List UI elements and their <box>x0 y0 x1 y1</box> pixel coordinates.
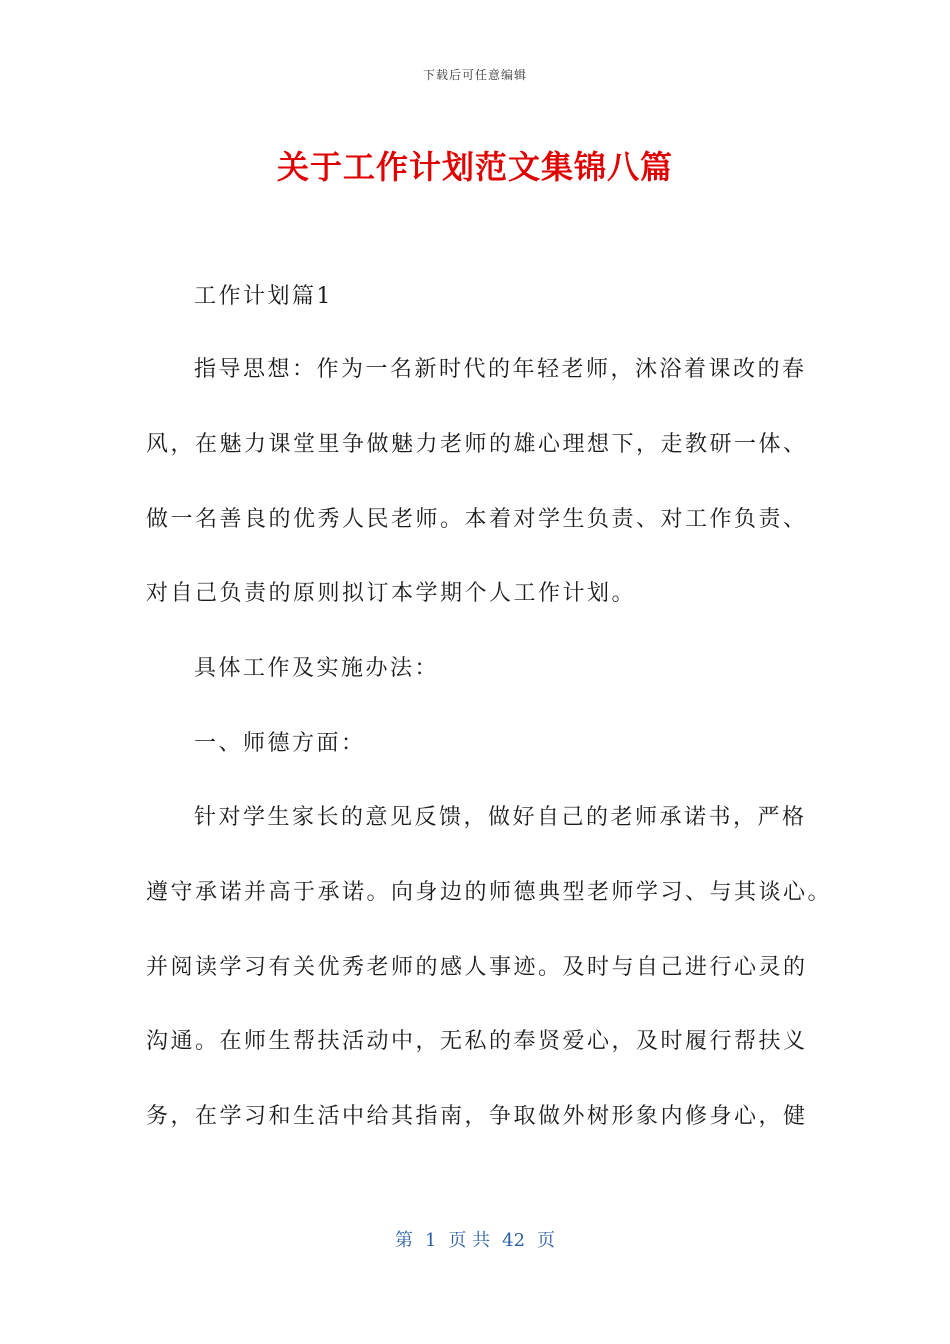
paragraph-line: 并阅读学习有关优秀老师的感人事迹。及时与自己进行心灵的 <box>146 955 808 980</box>
paragraph-line: 做一名善良的优秀人民老师。本着对学生负责、对工作负责、 <box>146 507 808 532</box>
paragraph-line: 指导思想：作为一名新时代的年轻老师，沐浴着课改的春 <box>194 357 807 382</box>
section-heading: 工作计划篇1 <box>194 284 333 309</box>
footer-page-number: 1 <box>424 1230 437 1251</box>
paragraph-line: 具体工作及实施办法： <box>194 656 440 681</box>
footer-suffix: 页 <box>537 1230 556 1251</box>
paragraph-line: 沟通。在师生帮扶活动中，无私的奉贤爱心，及时履行帮扶义 <box>146 1029 808 1054</box>
paragraph-line: 针对学生家长的意见反馈，做好自己的老师承诺书，严格 <box>194 805 807 830</box>
paragraph-line: 风，在魅力课堂里争做魅力老师的雄心理想下，走教研一体、 <box>146 432 808 457</box>
footer-middle: 页 共 <box>448 1230 491 1251</box>
footer-total-pages: 42 <box>502 1230 526 1251</box>
header-note: 下载后可任意编辑 <box>422 68 527 82</box>
paragraph-line: 遵守承诺并高于承诺。向身边的师德典型老师学习、与其谈心。 <box>146 880 833 905</box>
document-title: 关于工作计划范文集锦八篇 <box>276 148 673 186</box>
paragraph-line: 对自己负责的原则拟订本学期个人工作计划。 <box>146 581 637 606</box>
footer-prefix: 第 <box>394 1230 413 1251</box>
page-footer <box>0 1226 950 1252</box>
subsection-heading: 一、师德方面： <box>194 731 366 756</box>
paragraph-line: 务，在学习和生活中给其指南，争取做外树形象内修身心，健 <box>146 1104 808 1129</box>
